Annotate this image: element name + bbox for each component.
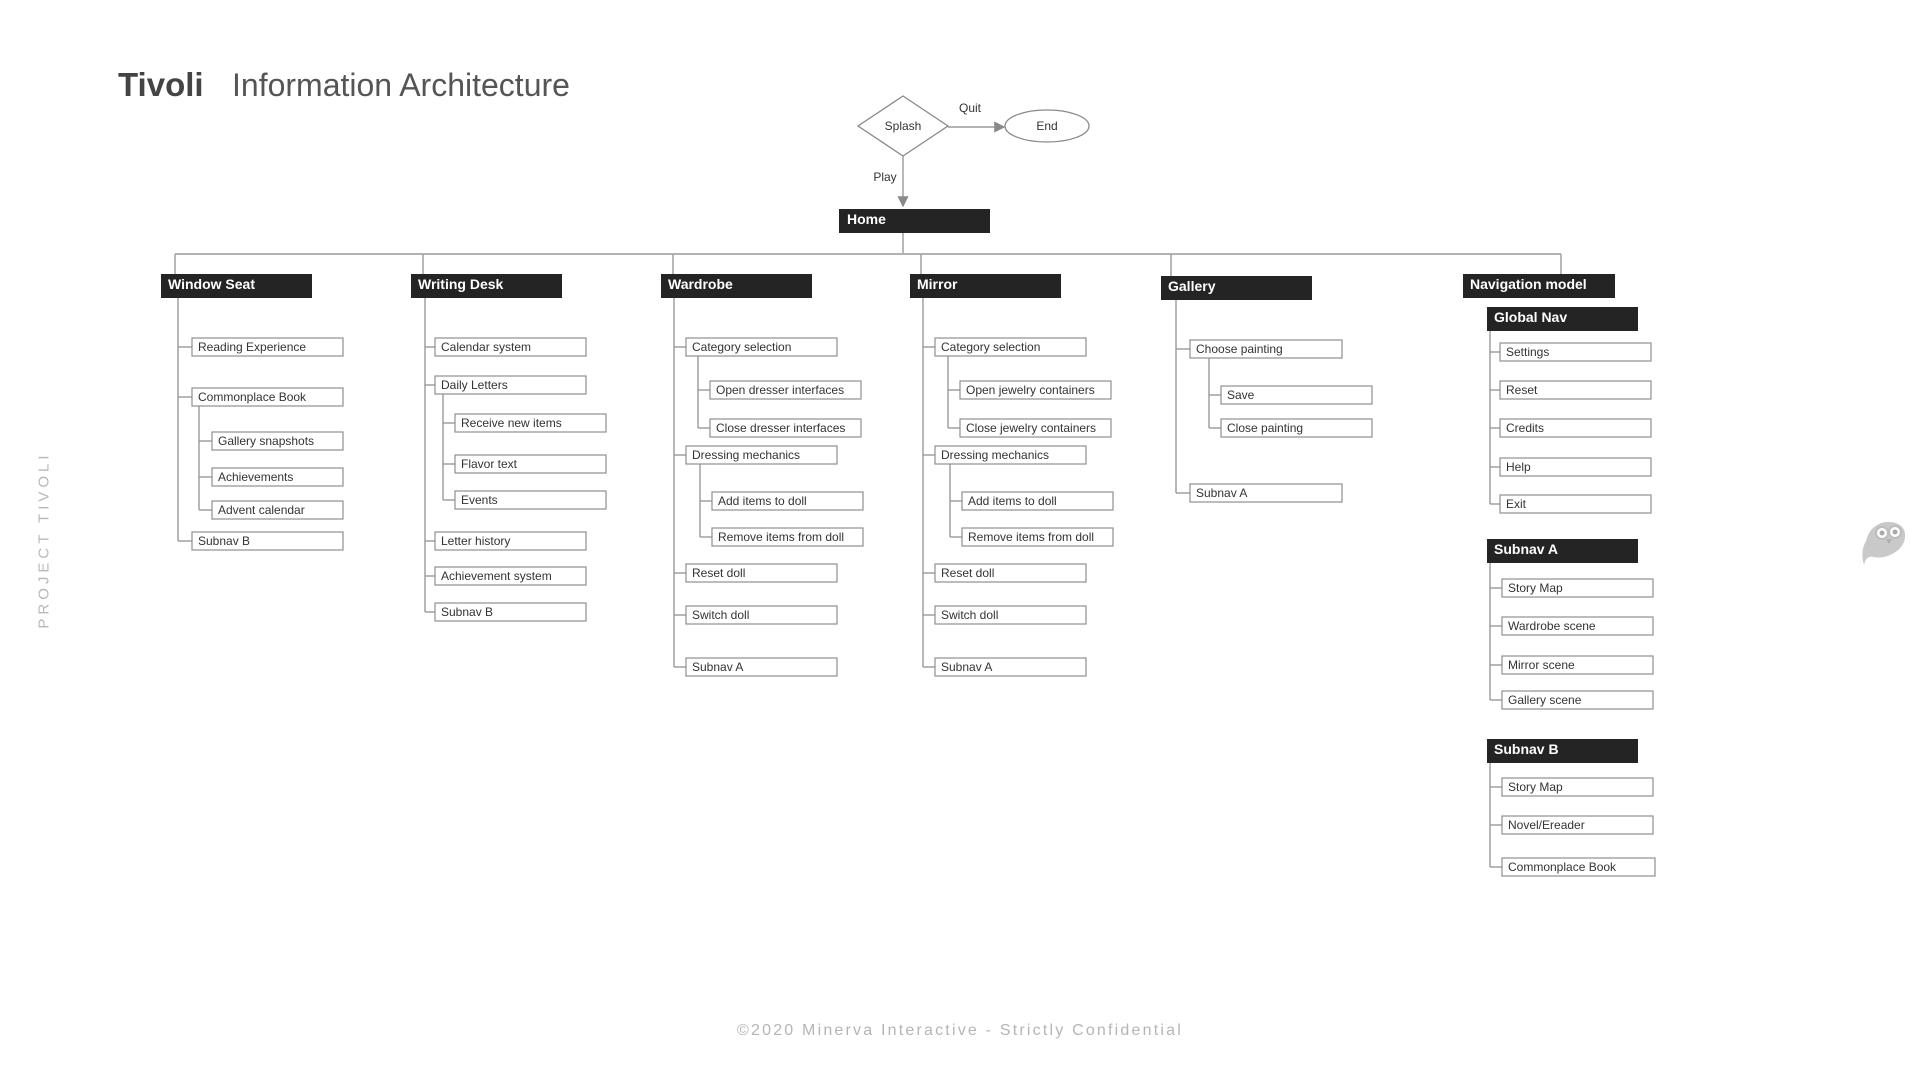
item-label: Dressing mechanics [692, 448, 801, 462]
section-title: Window Seat [168, 276, 255, 292]
section-title: Gallery [1168, 278, 1216, 294]
item-label: Choose painting [1196, 342, 1283, 356]
item-label: Mirror scene [1508, 658, 1575, 672]
play-label: Play [873, 170, 897, 184]
item-label: Open jewelry containers [966, 383, 1095, 397]
item-label: Switch doll [941, 608, 999, 622]
item-label: Close jewelry containers [966, 421, 1097, 435]
global-nav-title: Global Nav [1494, 309, 1568, 325]
item-label: Achievement system [441, 569, 552, 583]
item-label: Dressing mechanics [941, 448, 1050, 462]
item-label: Reset doll [692, 566, 746, 580]
footer-copyright: ©2020 Minerva Interactive - Strictly Confidential [737, 1022, 1183, 1039]
item-label: Add items to doll [968, 494, 1057, 508]
item-label: Gallery scene [1508, 693, 1582, 707]
brand-title: Tivoli [118, 66, 204, 103]
item-label: Novel/Ereader [1508, 818, 1585, 832]
item-label: Close dresser interfaces [716, 421, 846, 435]
item-label: Wardrobe scene [1508, 619, 1596, 633]
subnav-a-title: Subnav A [1494, 541, 1559, 557]
item-label: Reading Experience [198, 340, 307, 354]
item-label: Remove items from doll [718, 530, 845, 544]
item-label: Remove items from doll [968, 530, 1095, 544]
section-title: Navigation model [1470, 276, 1587, 292]
item-label: Subnav A [1196, 486, 1248, 500]
section-wardrobe [661, 274, 863, 676]
item-label: Exit [1506, 497, 1527, 511]
page-title: Information Architecture [232, 67, 570, 103]
item-label: Credits [1506, 421, 1545, 435]
item-label: Save [1227, 388, 1255, 402]
item-label: Gallery snapshots [218, 434, 315, 448]
item-label: Category selection [692, 340, 792, 354]
quit-label: Quit [958, 101, 982, 115]
item-label: Flavor text [461, 457, 518, 471]
item-label: Switch doll [692, 608, 750, 622]
item-label: Close painting [1227, 421, 1304, 435]
item-label: Story Map [1508, 581, 1563, 595]
section-gallery [1161, 276, 1372, 502]
splash-label: Splash [884, 119, 922, 133]
section-mirror [910, 274, 1113, 676]
owl-icon [1860, 515, 1910, 569]
section-window-seat [161, 274, 343, 550]
section-writing-desk [411, 274, 606, 621]
item-label: Add items to doll [718, 494, 807, 508]
item-label: Commonplace Book [1508, 860, 1617, 874]
item-label: Settings [1506, 345, 1550, 359]
side-project-label: PROJECT TIVOLI [35, 451, 53, 629]
item-label: Achievements [218, 470, 294, 484]
item-label: Advent calendar [218, 503, 305, 517]
section-title: Wardrobe [668, 276, 733, 292]
item-label: Letter history [441, 534, 511, 548]
item-label: Subnav A [941, 660, 993, 674]
item-label: Reset [1506, 383, 1538, 397]
end-label: End [1036, 119, 1058, 133]
home-label: Home [847, 211, 886, 227]
item-label: Events [461, 493, 498, 507]
item-label: Receive new items [461, 416, 562, 430]
item-label: Calendar system [441, 340, 532, 354]
item-label: Help [1506, 460, 1531, 474]
item-label: Reset doll [941, 566, 995, 580]
subnav-b-title: Subnav B [1494, 741, 1559, 757]
item-label: Subnav B [441, 605, 494, 619]
item-label: Story Map [1508, 780, 1563, 794]
item-label: Subnav A [692, 660, 744, 674]
item-label: Open dresser interfaces [716, 383, 845, 397]
item-label: Category selection [941, 340, 1041, 354]
section-navigation-model [1463, 274, 1655, 876]
item-label: Commonplace Book [198, 390, 307, 404]
section-title: Mirror [917, 276, 958, 292]
flow-group [839, 96, 1089, 233]
item-label: Daily Letters [441, 378, 508, 392]
item-label: Subnav B [198, 534, 251, 548]
section-title: Writing Desk [418, 276, 504, 292]
